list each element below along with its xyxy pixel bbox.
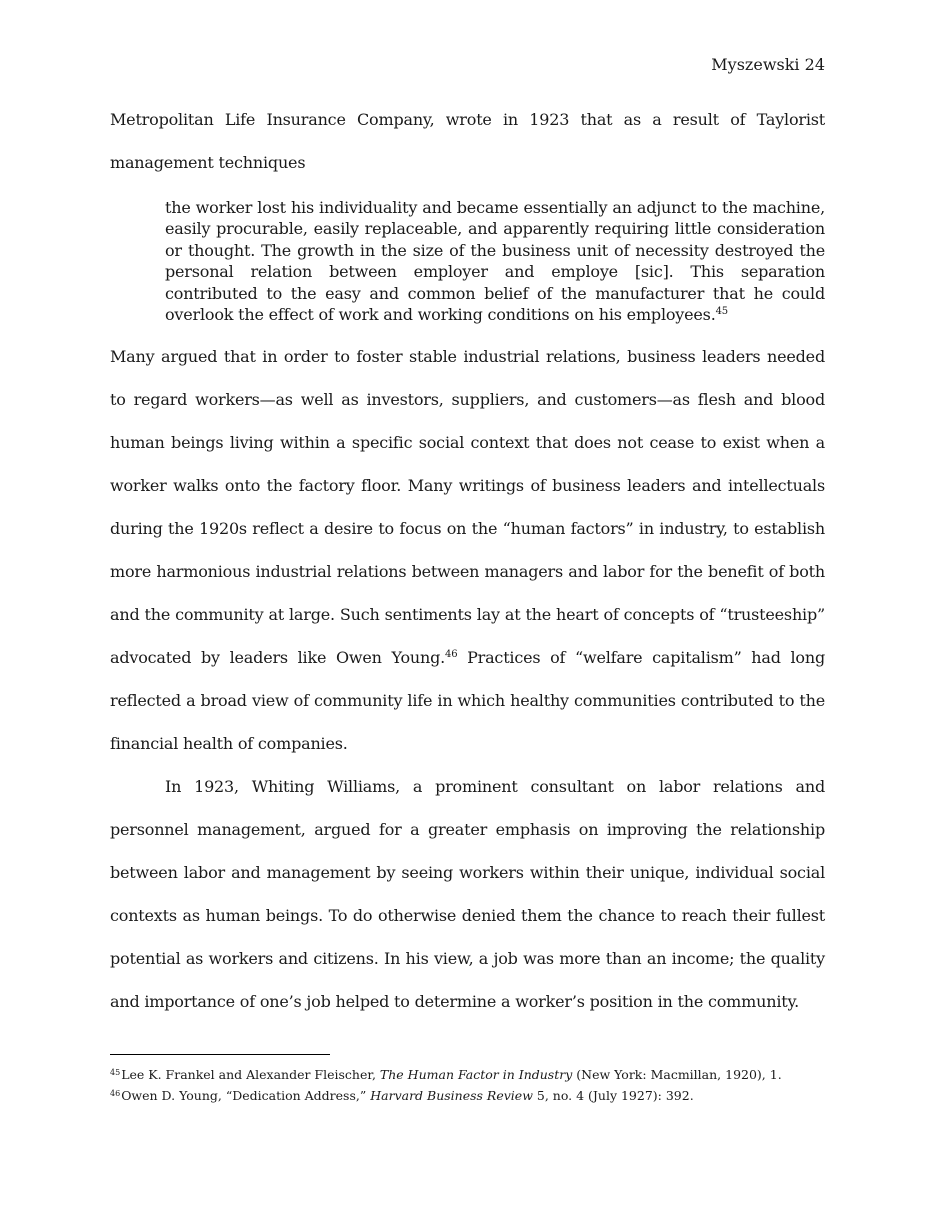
footnote-ref-46[interactable]: 46: [445, 649, 458, 660]
footnote-46: [110, 1084, 825, 1105]
paragraph-1-text-a: Many argued that in order to foster stable industrial relations, business leaders needed to regard workers—as well as investors, suppliers, and customers—as flesh and blood human beings living within a specific social context that does not cease to exist when a worker walks onto the factory floor. Many writings of business leaders and intellectuals during the 1920s reflect a desire to focus on the “human factors” in industry, to establish more harmonious industrial relations between managers and labor for the benefit of both and the community at large. Such sentiments lay at the heart of concepts of “trusteeship” advocated by leaders like Owen Young.: [110, 347, 825, 667]
footnote-number: 46: [110, 1089, 121, 1098]
footnote-text: Owen D. Young, “Dedication Address,”: [121, 1088, 371, 1103]
footnote-number: 45: [110, 1068, 121, 1077]
block-quote: [165, 197, 825, 325]
paragraph-2: In 1923, Whiting Williams, a prominent consultant on labor relations and personnel management, argued for a greater emphasis on improving the relationship between labor and management by seeing workers within their unique, individual social contexts as human beings. To do otherwise denied them the chance to reach their fullest potential as workers and citizens. In his view, a job was more than an income; the quality and importance of one’s job helped to determine a worker’s position in the community.: [110, 777, 825, 1011]
paragraph-1: [110, 335, 825, 765]
footnote-45: [110, 1063, 825, 1084]
footnotes: [110, 1063, 825, 1105]
page-header: [711, 55, 825, 74]
main-body: [110, 335, 825, 1023]
quote-text: the worker lost his individuality and became essentially an adjunct to the machine, easily procurable, easily replaceable, and apparently requiring little consideration or thought. The growth in the size of the business unit of necessity destroyed the personal relation between employer and employe [sic]. This separation contributed to the easy and common belief of the manufacturer that he could overlook the effect of work and working conditions on his employees.: [165, 198, 825, 325]
footnote-divider: [110, 1054, 330, 1055]
intro-text: Metropolitan Life Insurance Company, wrote in 1923 that as a result of Taylorist management techniques: [110, 110, 825, 172]
footnote-text: Lee K. Frankel and Alexander Fleischer,: [121, 1067, 380, 1082]
intro-paragraph: [110, 98, 825, 184]
footnote-ref-45[interactable]: 45: [715, 306, 728, 318]
paragraph-1-text-b: Practices of “welfare capitalism” had long reflected a broad view of community life in which healthy communities contributed to the financial health of companies.: [110, 648, 826, 753]
footnote-title: Harvard Business Review: [370, 1088, 533, 1103]
footnote-title: The Human Factor in Industry: [379, 1067, 573, 1082]
page-number-label: Myszewski 24: [711, 55, 825, 74]
footnote-text: 5, no. 4 (July 1927): 392.: [532, 1088, 694, 1103]
footnote-text: (New York: Macmillan, 1920), 1.: [572, 1067, 782, 1082]
